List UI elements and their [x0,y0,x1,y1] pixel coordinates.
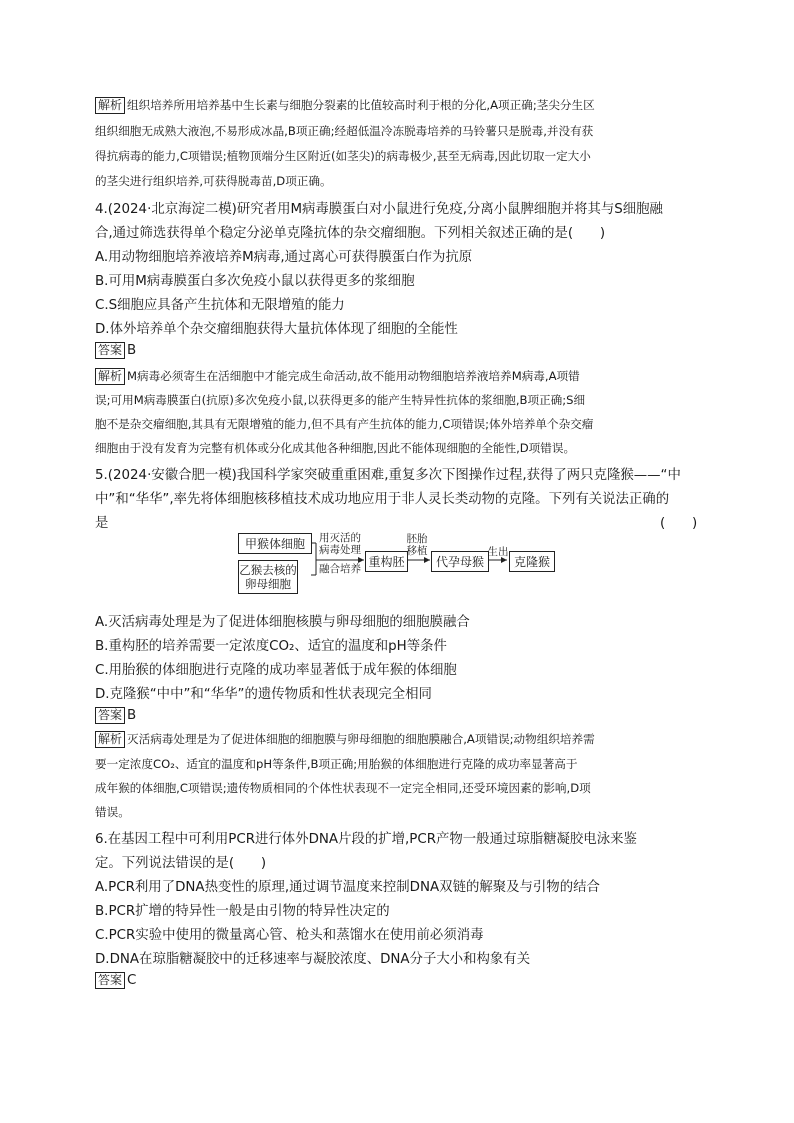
box-monkey-b-enucleated-oocyte: 乙猴去核的卵母细胞 [238,560,298,594]
analysis-tag: 解析 [95,731,125,748]
q6-option-b: B.PCR扩增的特异性一般是由引物的特异性决定的 [95,904,390,919]
label-inactivated-virus: 用灭活的病毒处理 [319,532,361,556]
q5-option-d: D.克隆猴“中中”和“华华”的遗传物质和性状表现完全相同 [95,687,432,702]
q5-stem-line-1: 5.(2024·安徽合肥一模)我国科学家突破重重困难,重复多次下图操作过程,获得了两只克隆猴——“中 [95,468,681,483]
q5-option-b: B.重构胚的培养需要一定浓度CO₂、适宜的温度和pH等条件 [95,639,447,654]
q5-option-a: A.灭活病毒处理是为了促进体细胞核膜与卵母细胞的细胞膜融合 [95,615,470,630]
intro-analysis-line-1: 解析 组织培养所用培养基中生长素与细胞分裂素的比值较高时利于根的分化,A项正确;茎尖分生区 [95,97,595,114]
box-monkey-a-somatic-cell: 甲猴体细胞 [238,533,312,554]
q6-answer [95,972,136,989]
q4-analysis-line-2: 误;可用M病毒膜蛋白(抗原)多次免疫小鼠,以获得更多的能产生特异性抗体的浆细胞,B项正确;S细 [95,393,586,407]
q6-stem-line-2: 定。下列说法错误的是( ) [95,856,267,871]
q4-analysis-line-1: 解析 M病毒必须寄生在活细胞中才能完成生命活动,故不能用动物细胞培养液培养M病毒,A项错 [95,368,580,385]
answer-tag: 答案 [95,342,125,359]
q4-option-c: C.S细胞应具备产生抗体和无限增殖的能力 [95,298,345,313]
box-cloned-monkey: 克隆猴 [509,551,555,572]
box-reconstructed-embryo: 重构胚 [365,551,408,572]
q4-stem-line-1: 4.(2024·北京海淀二模)研究者用M病毒膜蛋白对小鼠进行免疫,分离小鼠脾细胞并将其与S细胞融 [95,202,663,217]
q5-stem-line-2: 中”和“华华”,率先将体细胞核移植技术成功地应用于非人灵长类动物的克隆。下列有关说法正确的 [95,492,670,507]
intro-analysis-line-4: 的茎尖进行组织培养,可获得脱毒苗,D项正确。 [95,174,332,188]
q5-analysis-line-2: 要一定浓度CO₂、适宜的温度和pH等条件,B项正确;用胎猴的体细胞进行克隆的成功率显著高于 [95,757,578,771]
q5-answer-value: B [127,708,137,723]
q5-answer [95,707,136,724]
q5-answer-paren: ( ) [660,516,698,531]
answer-tag: 答案 [95,972,125,989]
label-fusion-culture: 融合培养 [319,563,361,575]
intro-analysis-line-3: 得抗病毒的能力,C项错误;植物顶端分生区附近(如茎尖)的病毒极少,甚至无病毒,因此切取一定大小 [95,149,591,163]
q5-stem-line-3: 是 [95,516,109,531]
analysis-tag: 解析 [95,97,125,114]
label-embryo-transfer: 胚胎移植 [406,533,428,557]
q4-option-b: B.可用M病毒膜蛋白多次免疫小鼠以获得更多的浆细胞 [95,274,415,289]
q5-analysis-line-1: 解析 灭活病毒处理是为了促进体细胞的细胞膜与卵母细胞的细胞膜融合,A项错误;动物组织培养需 [95,731,595,748]
q6-option-c: C.PCR实验中使用的微量离心管、枪头和蒸馏水在使用前必须消毒 [95,928,484,943]
box-surrogate-mother: 代孕母猴 [431,551,489,572]
answer-tag: 答案 [95,707,125,724]
q6-answer-value: C [127,973,137,988]
q4-analysis-line-4: 细胞由于没有发育为完整有机体或分化成其他各种细胞,因此不能体现细胞的全能性,D项错误。 [95,441,576,455]
intro-analysis-line-2: 组织细胞无成熟大液泡,不易形成冰晶,B项正确;经超低温冷冻脱毒培养的马铃薯只是脱毒,并没有获 [95,124,594,138]
q6-option-a: A.PCR利用了DNA热变性的原理,通过调节温度来控制DNA双链的解聚及与引物的结合 [95,880,600,895]
q4-option-d: D.体外培养单个杂交瘤细胞获得大量抗体体现了细胞的全能性 [95,322,458,337]
q4-stem-line-2: 合,通过筛选获得单个稳定分泌单克隆抗体的杂交瘤细胞。下列相关叙述正确的是( ) [95,226,606,241]
q6-stem-line-1: 6.在基因工程中可利用PCR进行体外DNA片段的扩增,PCR产物一般通过琼脂糖凝胶电泳来鉴 [95,832,637,847]
label-birth: 生出 [487,546,509,558]
q4-answer-value: B [127,343,137,358]
q4-option-a: A.用动物细胞培养液培养M病毒,通过离心可获得膜蛋白作为抗原 [95,250,473,265]
q5-analysis-line-4: 错误。 [95,805,130,819]
q6-option-d: D.DNA在琼脂糖凝胶中的迁移速率与凝胶浓度、DNA分子大小和构象有关 [95,952,531,967]
q4-analysis-line-3: 胞不是杂交瘤细胞,其具有无限增殖的能力,但不具有产生抗体的能力,C项错误;体外培养单个杂交瘤 [95,417,594,431]
q5-analysis-line-3: 成年猴的体细胞,C项错误;遗传物质相同的个体性状表现不一定完全相同,还受环境因素的影响,D项 [95,781,591,795]
analysis-tag: 解析 [95,368,125,385]
q5-option-c: C.用胎猴的体细胞进行克隆的成功率显著低于成年猴的体细胞 [95,663,457,678]
